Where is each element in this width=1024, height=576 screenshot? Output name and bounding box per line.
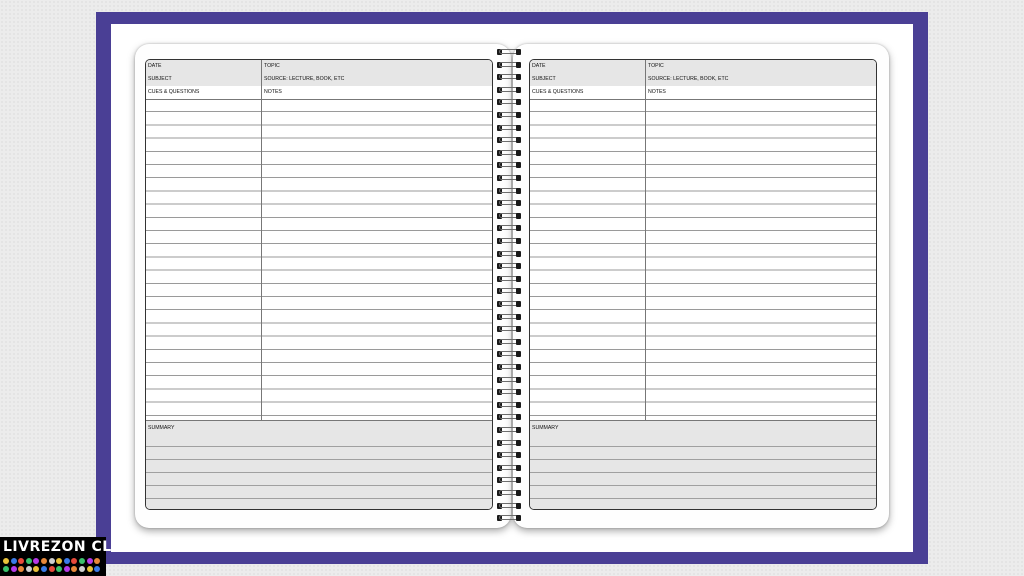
date-label: DATE (148, 63, 162, 69)
spiral-ring (494, 199, 524, 207)
logo-dot (11, 558, 17, 564)
spiral-ring (494, 287, 524, 295)
spiral-ring (494, 237, 524, 245)
spiral-binding (494, 44, 524, 528)
logo-dot (87, 566, 93, 572)
spiral-ring (494, 413, 524, 421)
logo-dot (56, 566, 62, 572)
spiral-ring (494, 338, 524, 346)
logo-dot (33, 566, 39, 572)
logo-dot (64, 558, 70, 564)
logo-dot (71, 566, 77, 572)
summary-ruled-lines (146, 434, 492, 510)
header-row-date (146, 60, 492, 74)
logo-dot (94, 558, 100, 564)
spiral-ring (494, 464, 524, 472)
logo-dot (41, 566, 47, 572)
header-row-cues (530, 86, 876, 100)
logo-emblem-dots (3, 558, 103, 574)
spiral-ring (494, 451, 524, 459)
header-row-cues (146, 86, 492, 100)
logo-dot (18, 558, 24, 564)
notes-label: NOTES (264, 89, 282, 95)
spiral-ring (494, 350, 524, 358)
spiral-ring (494, 476, 524, 484)
topic-label: TOPIC (648, 63, 664, 69)
logo-dot (41, 558, 47, 564)
subject-label: SUBJECT (532, 76, 556, 82)
logo-dot (49, 566, 55, 572)
logo-text: LIVREZON CLUB (3, 539, 135, 555)
spiral-ring (494, 502, 524, 510)
spiral-ring (494, 136, 524, 144)
logo-dot (3, 566, 9, 572)
spiral-ring (494, 275, 524, 283)
ruled-lines (530, 99, 876, 420)
right-notebook-page (513, 44, 889, 528)
spiral-ring (494, 111, 524, 119)
logo-dot (49, 558, 55, 564)
subject-label: SUBJECT (148, 76, 172, 82)
header-row-subject (146, 73, 492, 87)
logo-dot (94, 566, 100, 572)
spiral-ring (494, 73, 524, 81)
spiral-ring (494, 262, 524, 270)
header-row-subject (530, 73, 876, 87)
spiral-ring (494, 224, 524, 232)
spiral-ring (494, 98, 524, 106)
header-row-date (530, 60, 876, 74)
summary-section (530, 420, 876, 510)
logo-dot (3, 558, 9, 564)
spiral-ring (494, 212, 524, 220)
logo-dot (26, 558, 32, 564)
spiral-ring (494, 300, 524, 308)
logo-dot (26, 566, 32, 572)
spiral-ring (494, 161, 524, 169)
summary-ruled-lines (530, 434, 876, 510)
logo-dot (64, 566, 70, 572)
spiral-ring (494, 363, 524, 371)
spiral-ring (494, 426, 524, 434)
spiral-ring (494, 439, 524, 447)
logo-dot (18, 566, 24, 572)
logo-dot (56, 558, 62, 564)
livrezon-club-logo (0, 537, 135, 576)
spiral-ring (494, 187, 524, 195)
summary-label: SUMMARY (148, 425, 175, 431)
logo-dot (71, 558, 77, 564)
spiral-ring (494, 325, 524, 333)
spiral-ring (494, 124, 524, 132)
cue-column-divider (261, 99, 262, 420)
spiral-ring (494, 48, 524, 56)
source-label: SOURCE: LECTURE, BOOK, ETC (264, 76, 345, 82)
date-label: DATE (532, 63, 546, 69)
left-notebook-page (135, 44, 511, 528)
cues-questions-label: CUES & QUESTIONS (148, 89, 200, 95)
spiral-ring (494, 250, 524, 258)
logo-dot (33, 558, 39, 564)
cues-questions-label: CUES & QUESTIONS (532, 89, 584, 95)
spiral-ring (494, 61, 524, 69)
notes-label: NOTES (648, 89, 666, 95)
cornell-notes-sheet-left (145, 59, 493, 510)
logo-dot (79, 566, 85, 572)
cue-column-divider (645, 99, 646, 420)
spiral-ring (494, 86, 524, 94)
logo-dot (79, 558, 85, 564)
ruled-lines (146, 99, 492, 420)
topic-label: TOPIC (264, 63, 280, 69)
spiral-ring (494, 376, 524, 384)
spiral-ring (494, 401, 524, 409)
spiral-ring (494, 388, 524, 396)
spiral-ring (494, 149, 524, 157)
summary-section (146, 420, 492, 510)
spiral-ring (494, 174, 524, 182)
cornell-notes-sheet-right (529, 59, 877, 510)
source-label: SOURCE: LECTURE, BOOK, ETC (648, 76, 729, 82)
spiral-ring (494, 489, 524, 497)
summary-label: SUMMARY (532, 425, 559, 431)
spiral-ring (494, 514, 524, 522)
spiral-ring (494, 313, 524, 321)
logo-dot (11, 566, 17, 572)
logo-dot (87, 558, 93, 564)
